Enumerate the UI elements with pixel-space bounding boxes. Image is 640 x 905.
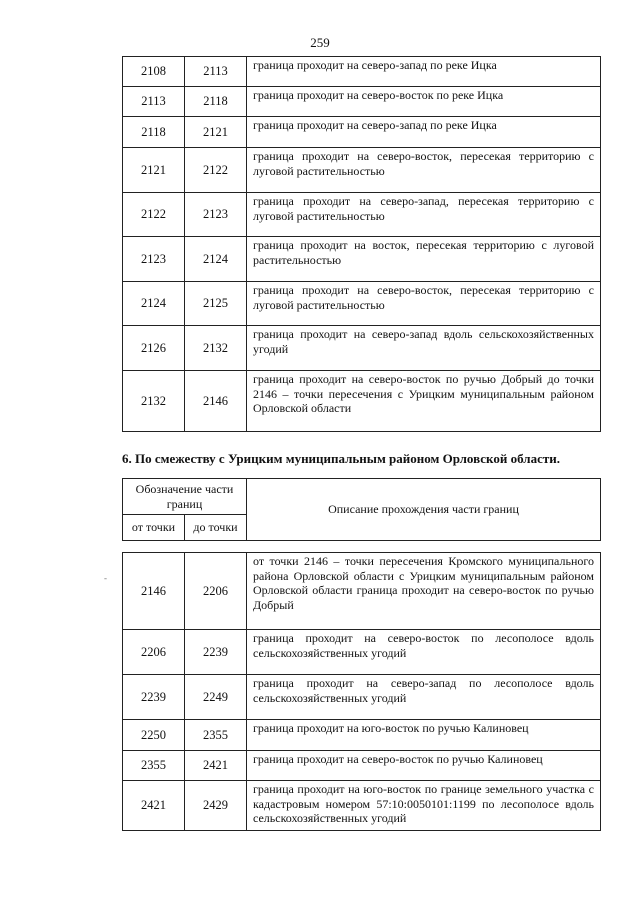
header-to: до точки [185,515,247,541]
point-to: 2146 [185,371,247,432]
table-row [123,781,601,831]
section-heading: 6. По смежеству с Урицким муниципальным районом Орловской области. [122,451,560,466]
table-row [123,237,601,282]
point-to: 2124 [185,237,247,282]
boundary-description: граница проходит на северо-восток по ручью Добрый до точки 2146 – точки пересечения с Урицким муниципальным районом Орловской области [247,371,601,432]
boundary-description: граница проходит на северо-запад по реке Ицка [247,117,601,148]
point-from: 2206 [123,630,185,675]
boundary-description: граница проходит на северо-запад по лесополосе вдоль сельскохозяйственных угодий [247,675,601,720]
point-from: 2132 [123,371,185,432]
table-row [123,117,601,148]
table-row [123,675,601,720]
table-row [123,282,601,326]
boundary-description: граница проходит на северо-восток, пересекая территорию с луговой растительностью [247,148,601,193]
table-row [123,326,601,371]
table-row [123,553,601,630]
boundary-description: граница проходит на северо-запад вдоль сельскохозяйственных угодий [247,326,601,371]
point-to: 2206 [185,553,247,630]
point-from: 2239 [123,675,185,720]
point-to: 2249 [185,675,247,720]
margin-mark: - [104,573,107,583]
point-to: 2122 [185,148,247,193]
point-to: 2239 [185,630,247,675]
point-from: 2355 [123,751,185,781]
header-from: от точки [123,515,185,541]
point-from: 2123 [123,237,185,282]
boundary-description: граница проходит на северо-восток по ручью Калиновец [247,751,601,781]
point-to: 2421 [185,751,247,781]
point-from: 2250 [123,720,185,751]
point-from: 2124 [123,282,185,326]
point-from: 2126 [123,326,185,371]
boundary-description: граница проходит на северо-восток по лесополосе вдоль сельскохозяйственных угодий [247,630,601,675]
point-from: 2118 [123,117,185,148]
point-to: 2118 [185,87,247,117]
boundary-description: граница проходит на восток, пересекая территорию с луговой растительностью [247,237,601,282]
point-to: 2132 [185,326,247,371]
point-from: 2108 [123,57,185,87]
table-row [123,148,601,193]
boundary-description: граница проходит на северо-запад по реке Ицка [247,57,601,87]
boundary-table-top [122,56,601,432]
boundary-description: граница проходит на северо-запад, пересекая территорию с луговой растительностью [247,193,601,237]
table-row [123,87,601,117]
boundary-description: граница проходит на юго-восток по границе земельного участка с кадастровым номером 57:10:0050101:1199 по лесополосе вдоль сельскохозяйственных угодий [247,781,601,831]
point-to: 2429 [185,781,247,831]
header-designation: Обозначение части границ [123,479,247,515]
point-from: 2122 [123,193,185,237]
point-to: 2123 [185,193,247,237]
table-row [123,720,601,751]
point-from: 2146 [123,553,185,630]
point-to: 2355 [185,720,247,751]
point-from: 2113 [123,87,185,117]
boundary-description: от точки 2146 – точки пересечения Кромского муниципального района Орловской области с Урицким муниципальным районом Орловской области граница проходит на северо-восток по ручью Добрый [247,553,601,630]
boundary-description: граница проходит на северо-восток по реке Ицка [247,87,601,117]
point-to: 2121 [185,117,247,148]
table-row [123,193,601,237]
boundary-description: граница проходит на северо-восток, пересекая территорию с луговой растительностью [247,282,601,326]
point-from: 2121 [123,148,185,193]
point-from: 2421 [123,781,185,831]
page-number: 259 [310,35,330,50]
table-row [123,630,601,675]
boundary-table-header [122,478,601,541]
boundary-table-bottom [122,552,601,831]
boundary-description: граница проходит на юго-восток по ручью Калиновец [247,720,601,751]
point-to: 2113 [185,57,247,87]
table-row [123,371,601,432]
point-to: 2125 [185,282,247,326]
header-description: Описание прохождения части границ [247,479,601,541]
table-row [123,57,601,87]
table-row [123,751,601,781]
